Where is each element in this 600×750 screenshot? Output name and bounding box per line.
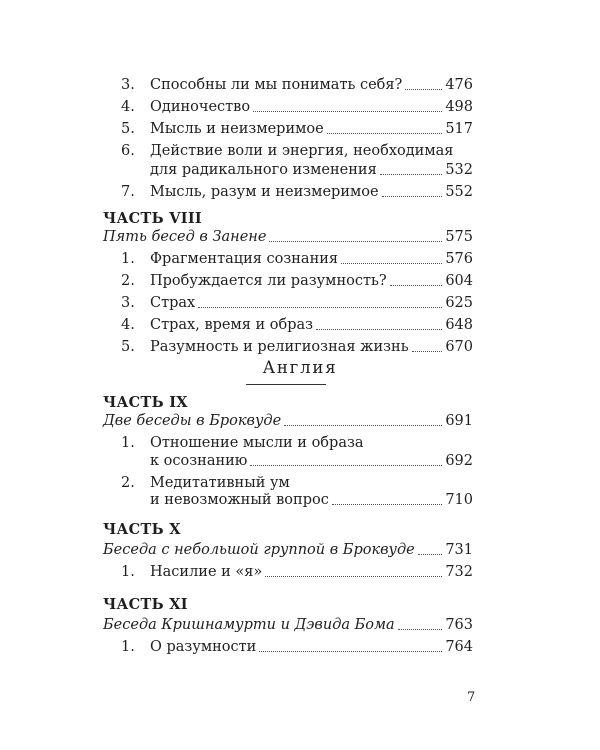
entry-page: 576 xyxy=(445,251,473,267)
dot-leader xyxy=(412,351,443,352)
subtitle-text: Две беседы в Броквуде xyxy=(103,413,282,429)
entry-number: 6. xyxy=(121,143,135,159)
entry-title: О разумности xyxy=(150,639,257,655)
country-heading: Англия xyxy=(262,358,338,377)
toc-entry xyxy=(121,74,473,96)
part-heading: ЧАСТЬ VIII xyxy=(103,210,202,227)
heading-underline xyxy=(246,384,326,385)
entry-page: 648 xyxy=(445,317,473,333)
dot-leader xyxy=(418,554,443,555)
entry-page: 517 xyxy=(445,121,473,137)
toc-entry xyxy=(121,314,473,336)
entry-title: Пробуждается ли разумность? xyxy=(150,273,387,289)
entry-number: 4. xyxy=(121,99,135,115)
entry-number: 5. xyxy=(121,339,135,355)
part-subtitle xyxy=(103,226,473,248)
part-subtitle xyxy=(103,539,473,561)
dot-leader xyxy=(284,425,442,426)
entry-title: Разумность и религиозная жизнь xyxy=(150,339,409,355)
page-number: 7 xyxy=(467,690,476,705)
dot-leader xyxy=(316,329,442,330)
entry-page: 692 xyxy=(445,453,473,469)
part-subtitle xyxy=(103,410,473,432)
dot-leader xyxy=(382,196,443,197)
entry-page: 764 xyxy=(445,639,473,655)
entry-page: 625 xyxy=(445,295,473,311)
entry-title-continued: для радикального изменения xyxy=(150,162,377,178)
dot-leader xyxy=(198,307,442,308)
toc-entry xyxy=(121,561,473,583)
dot-leader xyxy=(269,241,442,242)
entry-number: 1. xyxy=(121,639,135,655)
dot-leader xyxy=(253,111,442,112)
toc-entry-continued xyxy=(121,450,473,472)
subtitle-page: 731 xyxy=(445,542,473,558)
entry-title: Мысль и неизмеримое xyxy=(150,121,324,137)
toc-entry xyxy=(121,292,473,314)
entry-number: 2. xyxy=(121,475,135,491)
entry-number: 1. xyxy=(121,435,135,451)
subtitle-page: 763 xyxy=(445,617,473,633)
part-heading: ЧАСТЬ XI xyxy=(103,596,188,613)
entry-page: 604 xyxy=(445,273,473,289)
toc-entry-continued xyxy=(121,489,473,511)
entry-title: Мысль, разум и неизмеримое xyxy=(150,184,379,200)
entry-title-continued: к осознанию xyxy=(150,453,248,469)
entry-title: Одиночество xyxy=(150,99,251,115)
entry-page: 532 xyxy=(445,162,473,178)
dot-leader xyxy=(332,504,442,505)
dot-leader xyxy=(390,285,443,286)
entry-title: Медитативный ум xyxy=(150,475,290,491)
dot-leader xyxy=(341,263,442,264)
toc-entry xyxy=(121,96,473,118)
entry-title: Действие воли и энергия, необходимая xyxy=(150,143,454,159)
entry-number: 3. xyxy=(121,77,135,93)
entry-title: Насилие и «я» xyxy=(150,564,263,580)
part-heading: ЧАСТЬ X xyxy=(103,521,181,538)
entry-title: Отношение мысли и образа xyxy=(150,435,364,451)
entry-number: 1. xyxy=(121,564,135,580)
dot-leader xyxy=(380,174,443,175)
entry-title-continued: и невозможный вопрос xyxy=(150,492,329,508)
dot-leader xyxy=(265,576,442,577)
toc-entry xyxy=(121,248,473,270)
entry-page: 670 xyxy=(445,339,473,355)
entry-number: 1. xyxy=(121,251,135,267)
entry-number: 2. xyxy=(121,273,135,289)
subtitle-page: 691 xyxy=(445,413,473,429)
subtitle-page: 575 xyxy=(445,229,473,245)
entry-title: Способны ли мы понимать себя? xyxy=(150,77,403,93)
entry-page: 476 xyxy=(445,77,473,93)
entry-title: Страх, время и образ xyxy=(150,317,314,333)
toc-entry xyxy=(121,181,473,203)
toc-entry xyxy=(121,636,473,658)
entry-title: Страх xyxy=(150,295,196,311)
entry-number: 7. xyxy=(121,184,135,200)
entry-page: 732 xyxy=(445,564,473,580)
dot-leader xyxy=(398,629,443,630)
entry-number: 4. xyxy=(121,317,135,333)
entry-number: 3. xyxy=(121,295,135,311)
toc-entry xyxy=(121,270,473,292)
toc-entry-continued xyxy=(121,159,473,181)
dot-leader xyxy=(327,133,443,134)
dot-leader xyxy=(250,465,442,466)
entry-number: 5. xyxy=(121,121,135,137)
entry-page: 710 xyxy=(445,492,473,508)
dot-leader xyxy=(405,89,442,90)
toc-entry xyxy=(121,118,473,140)
subtitle-text: Пять бесед в Занене xyxy=(103,229,267,245)
entry-page: 498 xyxy=(445,99,473,115)
entry-title: Фрагментация сознания xyxy=(150,251,339,267)
subtitle-text: Беседа Кришнамурти и Дэвида Бома xyxy=(103,617,395,633)
toc-entry xyxy=(121,336,473,358)
part-heading: ЧАСТЬ IX xyxy=(103,394,188,411)
dot-leader xyxy=(259,651,442,652)
entry-page: 552 xyxy=(445,184,473,200)
subtitle-text: Беседа с небольшой группой в Броквуде xyxy=(103,542,415,558)
part-subtitle xyxy=(103,614,473,636)
